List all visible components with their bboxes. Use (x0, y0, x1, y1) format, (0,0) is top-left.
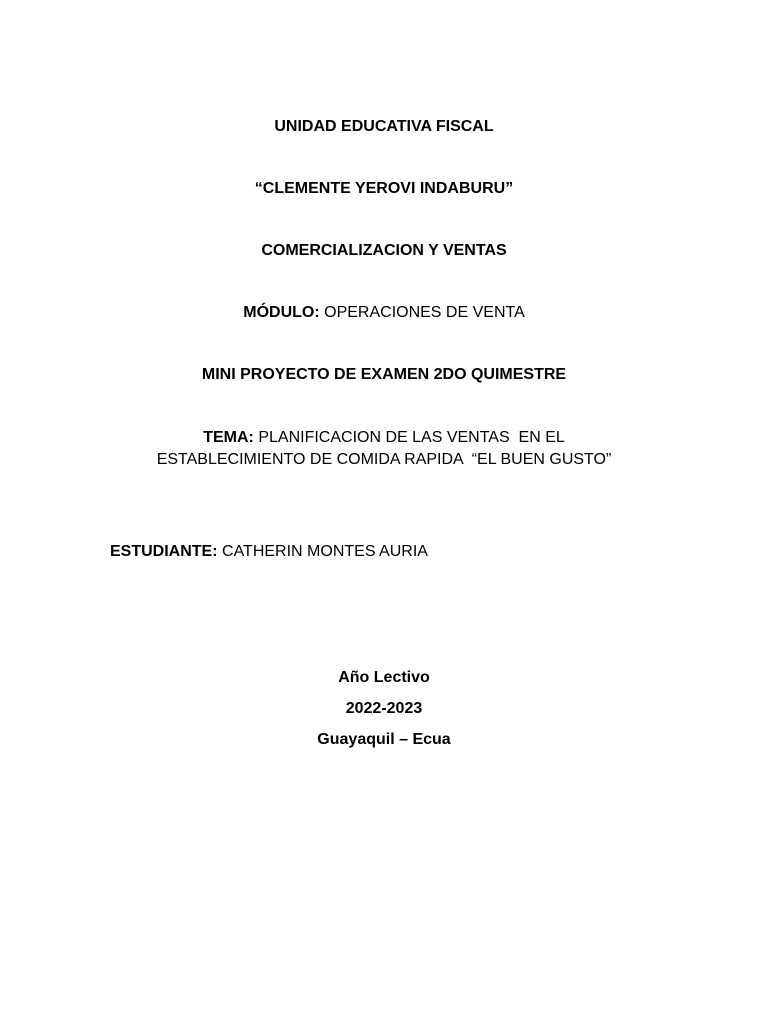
topic-label: TEMA: (203, 429, 254, 446)
program-name: COMERCIALIZACION Y VENTAS (261, 242, 507, 259)
student-label: ESTUDIANTE: (110, 543, 218, 560)
project-title: MINI PROYECTO DE EXAMEN 2DO QUIMESTRE (201, 366, 567, 383)
module-label: MÓDULO: (243, 304, 320, 321)
institution-type: UNIDAD EDUCATIVA FISCAL (274, 118, 494, 135)
school-year-value: 2022-2023 (345, 700, 423, 717)
student-name: CATHERIN MONTES AURIA (217, 543, 428, 560)
location: Guayaquil – Ecua (317, 731, 451, 748)
topic-value-line-1: PLANIFICACION DE LAS VENTAS EN EL (253, 429, 565, 446)
topic-value-line-2: ESTABLECIMIENTO DE COMIDA RAPIDA “EL BUEN GUSTO” (156, 451, 612, 468)
topic-block (0, 427, 768, 471)
student-line (110, 541, 428, 563)
module-value: OPERACIONES DE VENTA (319, 304, 525, 321)
topic-row-1 (0, 427, 768, 449)
school-year-label: Año Lectivo (338, 669, 430, 686)
module-line (0, 302, 768, 324)
institution-name: “CLEMENTE YEROVI INDABURU” (254, 180, 514, 197)
